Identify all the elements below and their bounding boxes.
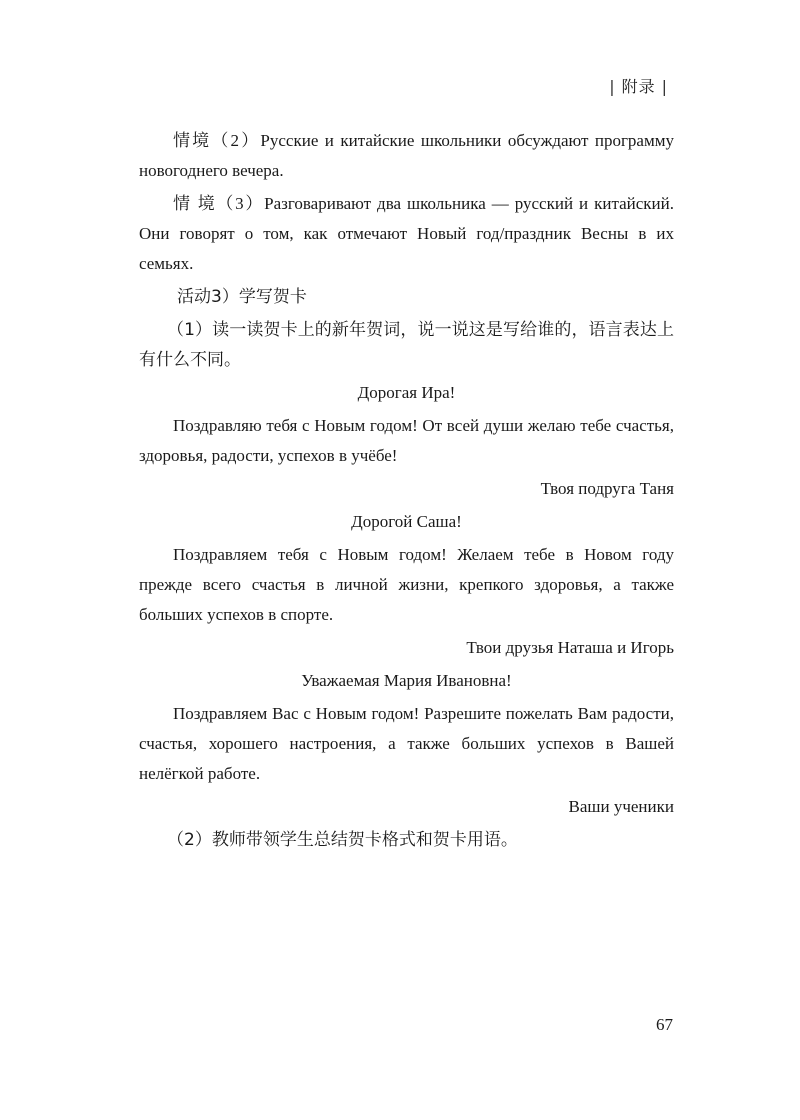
card-2-signature: Твои друзья Наташа и Игорь [466,638,674,657]
card-3-signature: Ваши ученики [568,797,674,816]
card-3-greeting: Уважаемая Мария Ивановна! [301,671,512,690]
header-divider-left: | [609,77,616,96]
situation-3: 情 境（3）Разговаривают два школьника — русский и китайский. Они говорят о том, как отмечают Новый год/праздник Весны в их семьях. [139,194,674,273]
activity-title: 活动3）学写贺卡 [177,287,307,307]
card-2-greeting: Дорогой Саша! [351,512,462,531]
running-header [603,74,674,97]
card-1-body: Поздравляю тебя с Новым годом! От всей души желаю тебе счастья, здоровья, радости, успехов в учёбе! [139,416,674,465]
page-number: 67 [656,1015,673,1034]
header-label: 附录 [621,77,656,96]
task-1: （1）读一读贺卡上的新年贺词，说一说这是写给谁的，语言表达上有什么不同。 [139,320,674,370]
page-content [139,126,674,858]
situation-2: 情境（2）Русские и китайские школьники обсуждают программу новогоднего вечера. [139,131,674,180]
header-divider-right: | [661,77,668,96]
card-1-greeting: Дорогая Ира! [357,383,456,402]
card-2-body: Поздравляем тебя с Новым годом! Желаем тебе в Новом году прежде всего счастья в личной жизни, крепкого здоровья, а также больших успехов в спорте. [139,545,674,624]
card-1-signature: Твоя подруга Таня [540,479,674,498]
card-3-body: Поздравляем Вас с Новым годом! Разрешите пожелать Вам радости, счастья, хорошего настроения, а также больших успехов в Вашей нелёгкой работе. [139,704,674,783]
task-2: （2）教师带领学生总结贺卡格式和贺卡用语。 [167,830,518,850]
